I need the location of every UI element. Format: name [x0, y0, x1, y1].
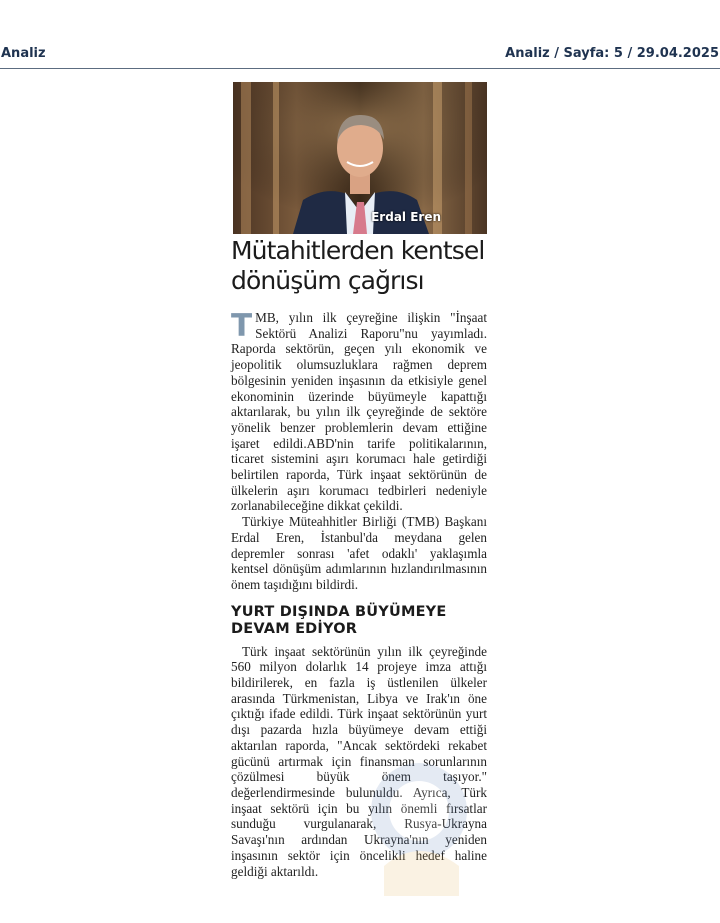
headline	[231, 236, 495, 296]
headline-line: Mütahitlerden kentsel	[231, 236, 485, 265]
article-paragraph: Türk inşaat sektörünün yılın ilk çeyreğinde 560 milyon dolarlık 14 projeye imza attığı bildirilerek, en fazla iş üstlenilen ülkeler arasında Türkmenistan, Libya ve Irak'ın öne çıktığı ifade edildi. Türk inşaat sektörünün yurt dışı pazarda hızla büyümeye devam ettiği aktarılan raporda, "Ancak sektördeki rekabet gücünü artırmak için finansman sorunlarının çözülmesi büyük önem taşıyor." değerlendirmesinde bulunuldu. Ayrıca, Türk inşaat sektörü için bu yılın önemli fırsatlar sunduğu vurgulanarak, Rusya-Ukrayna Savaşı'nın ardından Ukrayna'nın yeniden inşasının sektör için öncelikli hedef haline geldiği aktarıldı.	[231, 643, 487, 879]
article-paragraph: Türkiye Müteahhitler Birliği (TMB) Başkanı Erdal Eren, İstanbul'da meydana gelen depremler sonrası 'afet odaklı' yaklaşımla kentsel dönüşüm adımlarının hızlandırılmasının önem taşıdığını bildirdi.	[231, 514, 487, 592]
portrait-photo	[233, 82, 487, 234]
headline-line: dönüşüm çağrısı	[231, 266, 424, 295]
header-divider	[0, 68, 720, 69]
drop-cap: T	[231, 308, 253, 344]
article-paragraph	[231, 310, 487, 514]
subheading-line: DEVAM EDİYOR	[231, 620, 358, 637]
article-body	[231, 310, 487, 879]
subheading	[231, 604, 487, 638]
portrait-illustration	[233, 82, 487, 234]
source-line: Analiz / Sayfa: 5 / 29.04.2025	[505, 46, 719, 61]
photo-caption: Erdal Eren	[371, 210, 441, 224]
section-label: Analiz	[1, 46, 46, 61]
paragraph-text: MB, yılın ilk çeyreğine ilişkin "İnşaat Sektörü Analizi Raporu"nu yayımladı. Raporda sektörün, geçen yılı ekonomik ve jeopolitik olumsuzluklara rağmen deprem bölgesinin yeniden inşasının da etkisiyle genel ekonominin üzerinde büyümeyle kapattığı aktarılarak, bu yılın ilk çeyreğinde de sektöre yönelik benzer problemlerin devam ettiğine işaret edildi.ABD'nin tarife politikalarının, ticaret sistemini aşırı korumacı hale getirdiği belirtilen raporda, Türk inşaat sektörünün de ülkelerin aşırı korumacı tedbirleri nedeniyle zorlanabileceğine dikkat çekildi.	[231, 310, 487, 514]
subheading-line: YURT DIŞINDA BÜYÜMEYE	[231, 603, 447, 620]
